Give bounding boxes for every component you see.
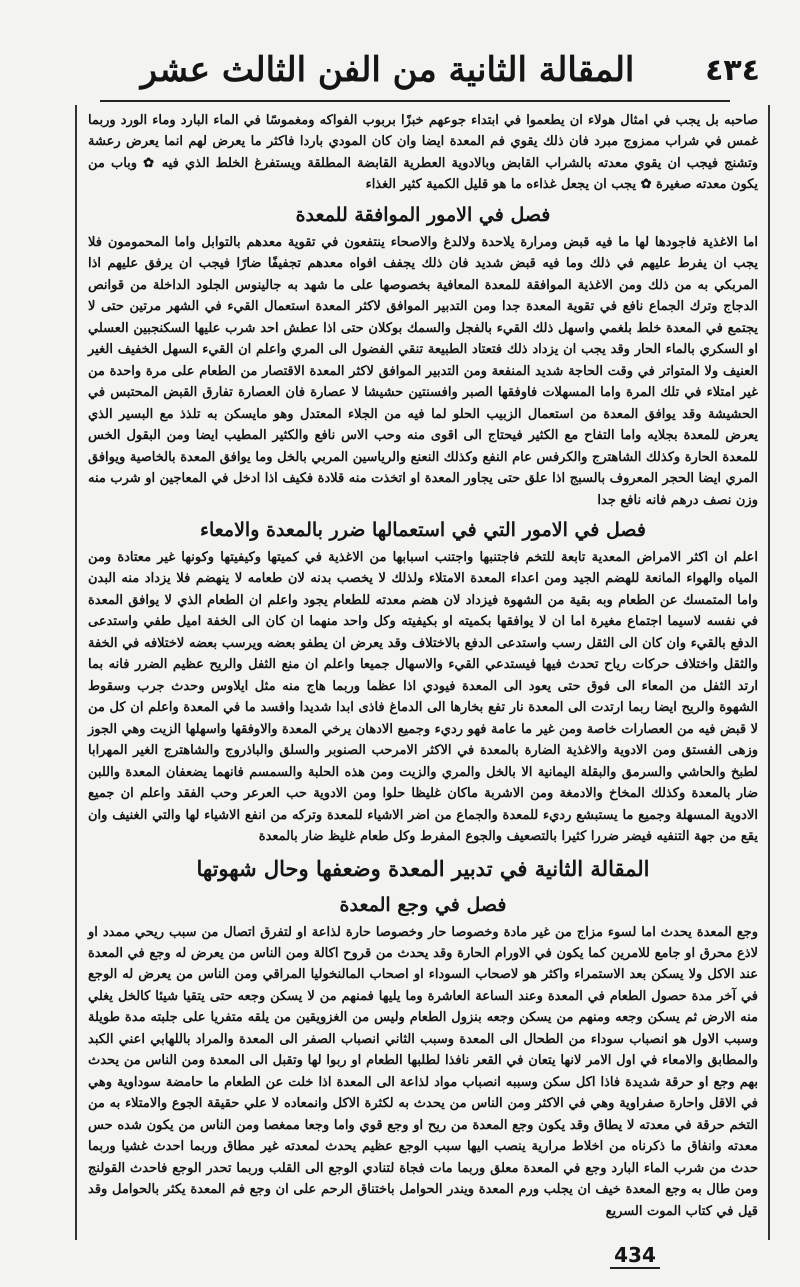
top-page-number: ٤٣٤: [705, 52, 760, 88]
header-rule: [100, 100, 730, 102]
page-footer: [595, 1240, 675, 1272]
running-title: المقالة الثانية من الفن الثالث عشر: [140, 50, 635, 90]
paragraph-intro: صاحبه بل يجب في امثال هولاء ان يطعموا في ابتداء جوعهم خبزًا بربوب الفواكه ومغموسًا في الماء البارد وماء الورد وربما غمس في شراب ممزوج مبرد فان ذلك يقوي فم المعدة ايضا وان كان المودي باردا فاكثر ما يعرض لهم انما يعرض رعشة وتشنج فيجب ان يقوي معدته بالشراب القابض وبالادوية العطرية القابضة المطلقة ويستفرغ الخلط الذي فيه ✿ وباب من يكون معدته صغيرة ✿ يجب ان يجعل غذاءه ما هو قليل الكمية كثير الغذاء: [88, 113, 758, 193]
section-heading-agreeable-things: فصل في الامور الموافقة للمعدة: [295, 203, 551, 226]
page-body: [88, 110, 758, 1222]
paragraph-stomach-pain: وجع المعدة يحدث اما لسوء مزاج من غير مادة وخصوصا حار وخصوصا حارة لذاعة او لتفرق اتصال من سبب ريحي ممدد او لاذع محرق او جامع للامرين كما يكون في الاورام الحارة وقد يحدث من قروح اكالة ومن الناس من يعرض له وجع في المعدة عند الاكل ولا يسكن بعد الاستمراء واكثر هو لاصحاب السوداء او اصحاب المالنخوليا المراقي ومن الناس من يعرض له الوجع في آخر مدة حصول الطعام في المعدة وعند الساعة العاشرة وما يليها فمنهم من لا يسكن وجعه حتى يتقيا شيئا كالخل يغلي منه الارض ثم يسكن وجعه ومنهم من يسكن وجعه بنزول الطعام وليس من الغزويقين من يلقه متفريا على جلبته مدة طويلة وسبب الاول هو انصباب سوداء من الطحال الى المعدة وسبب الثاني انصباب الصفر الى المعدة والمراد باللهابي اعني الكبد والمطابق والامعاء في اول الامر لانها يتعان في القعر نافذا لطلبها الطعام او ربوا لها وتقبل الى المعدة ومن الناس من يحدث بهم وجع او حرقة شديدة فاذا اكل سكن وسببه انصباب مواد لذاعة الى المعدة اذا خلت عن الطعام ما حامضة سوداوية وهي في الاقل واحارة صفراوية وهي في الاكثر ومن الناس من يحدث به لكثرة الاكل وانمعاده لا علي حقيقة الجوع والامتلاء به من التخم حرقة في معدته لا يطاق وقد يكون وجع المعدة من ريح او وجع قوي واما وجعا ممغصا ومن الناس من يكون شده حس معدته وانفاق ما ذكرناه من اخلاط مرارية ينصب اليها سبب الوجع عظيم يحدث لمعدته غير مطاق وربما احدث غشيا وربما حدث من شرب الماء البارد وجع في المعدة معلق وربما مات فجاة لتنادي الوجع الى القلب وربما تحدر الوجع فاحدث القولنج ومن طال به وجع المعدة خيف ان يجلب ورم المعدة ويندر الحوامل باختناق الرحم على ان وجع فم المعدة يكثر بالحوامل وقد قيل في كتاب الموت السريع: [88, 924, 758, 1219]
treatise-heading: المقالة الثانية في تدبير المعدة وضعفها وحال شهوتها: [196, 855, 650, 881]
section-heading-stomach-pain: فصل في وجع المعدة: [339, 893, 507, 916]
paragraph-agreeable-things: اما الاغذية فاجودها لها ما فيه قبض ومرارة يلاحدة ولالدغ والاصحاء ينتفعون في تقوية معدهم بالتوابل واما المحمومون فلا يجب ان يفرط عليهم في ذلك وما فيه قبض شديد فان ذلك يجفف افواه معدهم تجفيفًا ضارًا فيجب ان يرفق عليهم اذا المربكي به من ذلك ومن الاغذية الموافقة للمعدة المعافية بخصوصها على ما شهد به جالينوس الجلود الداخلة من قوانص الدجاج وترك الجماع نافع في تقوية المعدة جدا ومن التدبير الموافق لاكثر المعدة استعمال القيء في الشهر مرتين حتى لا يجتمع في المعدة خلط بلغمي واسهل ذلك القيء بالفجل والسمك بوكلان حتى اذا عطش احد شرب عليها السكنجبين العسلي او السكري بالماء الحار وقد يجب ان يزداد ذلك فتعتاد الطبيعة تنقي الفضول الى المري واعلم ان القيء السهل الخفيف الغير العنيف ولا المتواتر في وقت الحاجة شديد المنفعة ومن التدبير الموافق لاكثر المعدة الاقتصار من الطعام على مرة واحدة من غير امتلاء في تلك المرة واما المسهلات فاوفقها الصبر وافسنتين حشيشا لا عصارة فان العصارة تفارق القبض المحتبس في الحشيشة وقد يوافق المعدة من استعمال الزبيب الحلو لما فيه من الجلاء المعتدل وهو مايسكن به تلذذ مع البسير الذي يعرض للمعدة بجلايه واما التفاح مع الكثير فيحتاج الى اقوى منه وحب الاس نافع والكثير المطيب ايضا ومن البقول الخس للمعدة الحارة وكذلك الشاهترج والكرفس عام النفع وكذلك النعنع والرياسين المربي بالخل وما يوافق المعدة بالخاصية ويوافق المري ايضا الحجر المعروف بالسبج اذا علق حتى يجاور المعدة او اتخذت منه قلادة فكيف اذا ادخل في المعاجين او شرب منه وزن نصف درهم فانه نافع جدا: [88, 234, 758, 508]
section-heading-harmful-things: فصل في الامور التي في استعمالها ضرر بالمعدة والامعاء: [200, 518, 646, 541]
paragraph-harmful-things: اعلم ان اكثر الامراض المعدية تابعة للتخم فاجتنبها واجتنب اسبابها من الاغذية في كميتها وكيفيتها وكونها غير معتادة ومن المياه والهواء المانعة للهضم الجيد ومن اعداء المعدة الامتلاء ولذلك لا يخصب بدنه لان طعامه لا ينهضم فلا يزداد منه البدن واما المتمسك عن الطعام وبه بقية من الشهوة فيزداد لان هضم معدته للطعام يجود واعلم ان الطعام الذي لا يوافق المعدة في نفسه لاسيما اجتماع مغيرة اما ان لا يوافقها بكميته او بكيفيته وكل واحد منهما ان كان الى الخفة اميل طفي واستدعى الدفع بالقيء وان كان الى الثقل رسب واستدعى الدفع بالاختلاف وقد يعرض ان يطفو بعضه ويرسب بعضه لاختلافه في الخفة والثقل واختلاف حركات رياح تحدث فيها فيستدعي القيء والاسهال جميعا واعلم ان منع الثفل والريح عظيم الضرر فانه بما ارتد الثفل من المعاء الى فوق حتى يعود الى المعدة فيودي اذا عظما وربما هاج منه مثل ايلاوس وحدث جرب وسقوط الشهوة والريح ايضا ربما ارتدت الى المعدة نار تفع بخارها الى الدماغ فاذى ابدا شديدا وافسد ما في المعدة واعلم ان كل من لا قبض فيه من العصارات خاصة ومن غير ما عامة فهو رديء وجميع الادهان يرخي المعدة والاوفقها واسهلها الزيت وهي الجوز وزهى الفستق ومن الادوية والاغذية الضارة بالمعدة في الاكثر الامرحب الصنوبر والسلق والباذروج والشاهترج الغير المهرابا لطبخ والحاشي والسرمق والبقلة اليمانية الا بالخل والمري والزيت ومن هذه الحلبة والسمسم فانهما يضعفان المعدة واللبن ضار بالمعدة وكذلك المخاخ والادمغة ومن الاشربة ماكان غليظا حلوا ومن الادوية حب العرعر وحب الفقد واعلم ان جميع الادوية المسهلة وجميع ما يستبشع رديء للمعدة والجماع من اضر الاشياء للمعدة وتركه من انفع الاشياء لها والتي الغنيف وان يقع من جهة التنفيه فيضر ضررا كثيرا بالتصعيف والجوع المفرط وكل طعام غليظ ضار بالمعدة: [88, 549, 758, 845]
page-header: [70, 40, 760, 100]
bottom-page-number: 434: [610, 1243, 660, 1269]
